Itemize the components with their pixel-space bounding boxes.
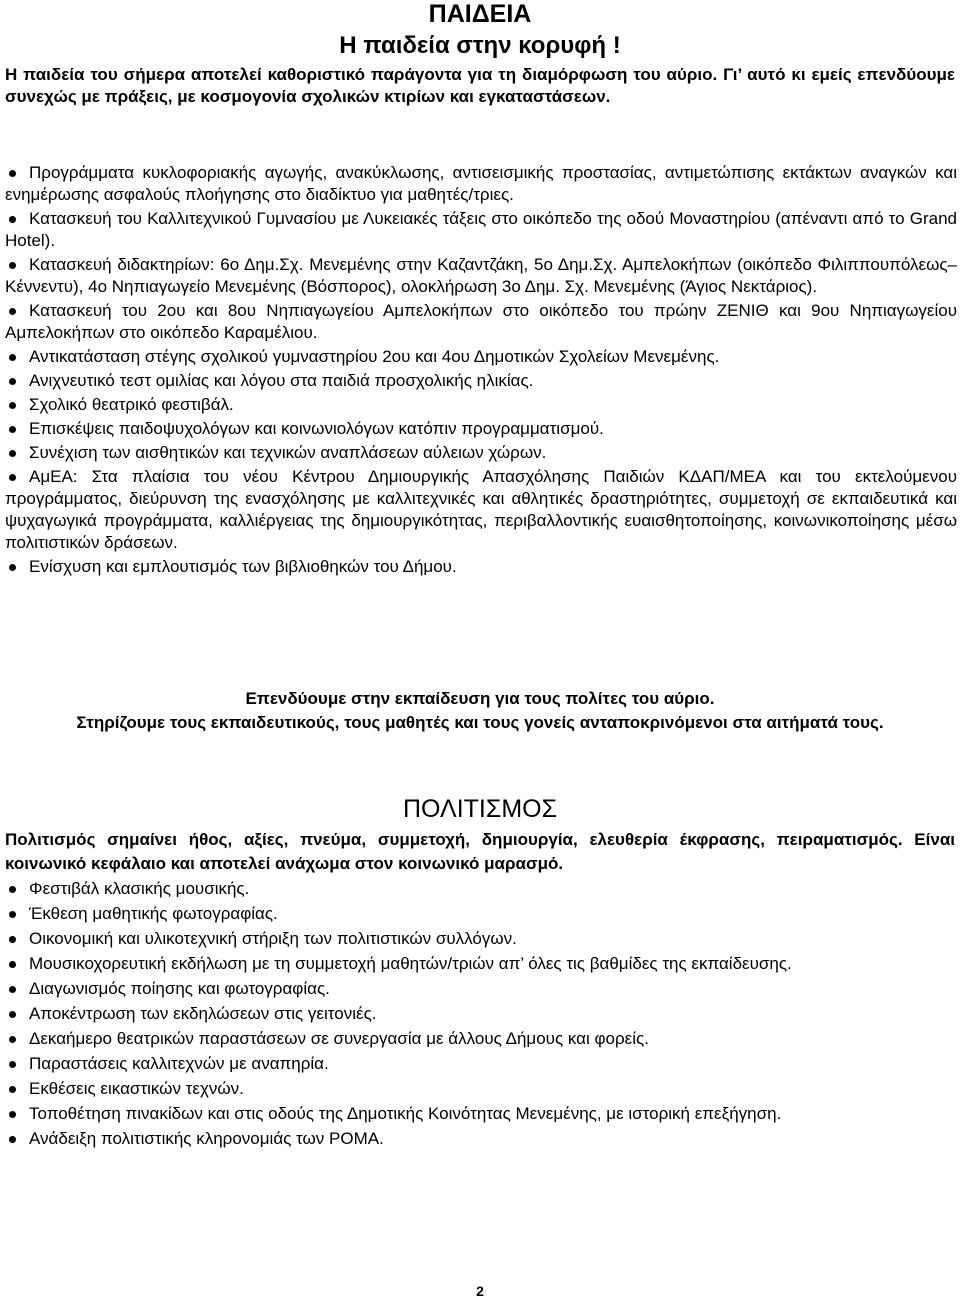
list-item: Φεστιβάλ κλασικής μουσικής.	[29, 879, 250, 898]
list-item: Αντικατάσταση στέγης σχολικού γυμναστηρίου 2ου και 4ου Δημοτικών Σχολείων Μενεμένης.	[29, 347, 720, 366]
culture-list	[5, 878, 957, 1150]
list-item: Δεκαήμερο θεατρικών παραστάσεων σε συνεργασία με άλλους Δήμους και φορείς.	[29, 1029, 649, 1048]
education-heading: ΠΑΙΔΕΙΑ	[428, 0, 532, 28]
education-slogan: Η παιδεία στην κορυφή !	[339, 32, 621, 59]
list-item: Προγράμματα κυκλοφοριακής αγωγής, ανακύκλωσης, αντισεισμικής προστασίας, αντιμετώπισης εκτάκτων αναγκών και ενημέρωσης ασφαλούς πλοήγησης στο διαδίκτυο για μαθητές/τριες.	[5, 163, 957, 204]
list-item: Διαγωνισμός ποίησης και φωτογραφίας.	[29, 979, 330, 998]
list-item: Ανάδειξη πολιτιστικής κληρονομιάς των ΡΟΜΑ.	[29, 1129, 384, 1148]
list-item: Εκθέσεις εικαστικών τεχνών.	[29, 1079, 244, 1098]
list-item: Συνέχιση των αισθητικών και τεχνικών αναπλάσεων αύλειων χώρων.	[29, 443, 547, 462]
list-item: Κατασκευή του 2ου και 8ου Νηπιαγωγείου Αμπελοκήπων στο οικόπεδο του πρώην ΖΕΝΙΘ και 9ου Νηπιαγωγείου Αμπελοκήπων στο οικόπεδο Καραμέλιου.	[5, 301, 957, 342]
list-item: Κατασκευή του Καλλιτεχνικού Γυμνασίου με Λυκειακές τάξεις στο οικόπεδο της οδού Μοναστηρίου (απέναντι από το Grand Hotel).	[5, 209, 957, 250]
culture-heading: ΠΟΛΙΤΙΣΜΟΣ	[402, 795, 558, 823]
education-closing-1: Επενδύουμε στην εκπαίδευση για τους πολίτες του αύριο.	[245, 689, 715, 708]
page-number: 2	[476, 1283, 484, 1299]
list-item: Αποκέντρωση των εκδηλώσεων στις γειτονιές.	[29, 1004, 377, 1023]
education-intro: Η παιδεία του σήμερα αποτελεί καθοριστικό παράγοντα για τη διαμόρφωση του αύριο. Γι’ αυτό κι εμείς επενδύουμε συνεχώς με πράξεις, με κοσμογονία σχολικών κτιρίων και εγκαταστάσεων.	[5, 65, 955, 106]
list-item: ΑμΕΑ: Στα πλαίσια του νέου Κέντρου Δημιουργικής Απασχόλησης Παιδιών ΚΔΑΠ/ΜΕΑ και του εκτελούμενου προγράμματος, διεύρυνση της ενασχόλησης με καλλιτεχνικές και αθλητικές δραστηριότητες, συμμετοχή σε εκπαιδευτικά και ψυχαγωγικά προγράμματα, καλλιέργειας της δημιουργικότητας, περιβαλλοντικής ευαισθητοποίησης, κοινωνικοποίησης μέσω πολιτιστικών δράσεων.	[5, 467, 957, 552]
list-item: Επισκέψεις παιδοψυχολόγων και κοινωνιολόγων κατόπιν προγραμματισμού.	[29, 419, 604, 438]
education-closing-2: Στηρίζουμε τους εκπαιδευτικούς, τους μαθητές και τους γονείς ανταποκρινόμενοι στα αιτήματά τους.	[76, 713, 884, 732]
list-item: Ενίσχυση και εμπλουτισμός των βιβλιοθηκών του Δήμου.	[29, 557, 457, 576]
list-item: Έκθεση μαθητικής φωτογραφίας.	[29, 904, 278, 923]
list-item: Σχολικό θεατρικό φεστιβάλ.	[29, 395, 234, 414]
list-item: Μουσικοχορευτική εκδήλωση με τη συμμετοχή μαθητών/τριών απ’ όλες τις βαθμίδες της εκπαίδευσης.	[29, 954, 792, 973]
list-item: Παραστάσεις καλλιτεχνών με αναπηρία.	[29, 1054, 329, 1073]
list-item: Τοποθέτηση πινακίδων και στις οδούς της Δημοτικής Κοινότητας Μενεμένης, με ιστορική επεξήγηση.	[29, 1104, 782, 1123]
list-item: Ανιχνευτικό τεστ ομιλίας και λόγου στα παιδιά προσχολικής ηλικίας.	[29, 371, 534, 390]
list-item: Κατασκευή διδακτηρίων: 6ο Δημ.Σχ. Μενεμένης στην Καζαντζάκη, 5ο Δημ.Σχ. Αμπελοκήπων (οικόπεδο Φιλιππουπόλεως–Κέννεντυ), 4ο Νηπιαγωγείο Μενεμένης (Βόσπορος), ολοκλήρωση 3ο Δημ. Σχ. Μενεμένης (Άγιος Νεκτάριος).	[5, 255, 957, 296]
culture-intro: Πολιτισμός σημαίνει ήθος, αξίες, πνεύμα, συμμετοχή, δημιουργία, ελευθερία έκφρασης, πειραματισμός. Είναι κοινωνικό κεφάλαιο και αποτελεί ανάχωμα στον κοινωνικό μαρασμό.	[5, 830, 955, 873]
list-item: Οικονομική και υλικοτεχνική στήριξη των πολιτιστικών συλλόγων.	[29, 929, 517, 948]
education-list	[5, 162, 957, 578]
